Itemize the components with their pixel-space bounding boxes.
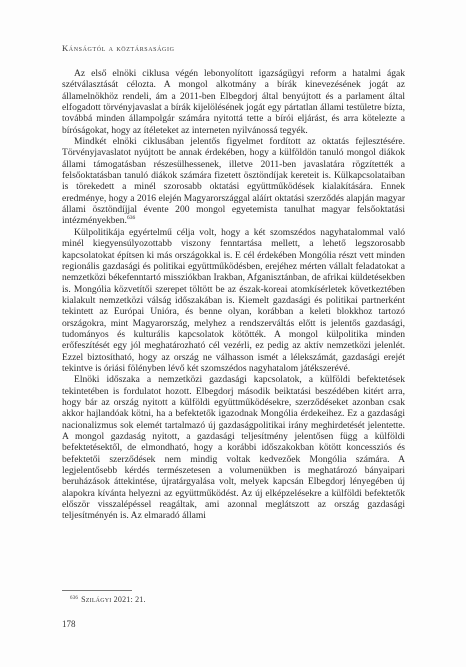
paragraph-economic-relations: Elnöki időszaka a nemzetközi gazdasági kapcsolatok, a külföldi befektetések tekintetében is fordulatot hozott. Elbegdorj második beiktatási beszédében kitért arra, hogy bár az ország nyitott a külföldi együttműködésekre, szerződéseket azonban csak akkor hajlandóak kötni, ha a befektetők igazodnak Mongólia érdekeihez. Ez a gazdasági nacionalizmus sok elemét tartalmazó új gazdaságpolitikai irány meghirdetését jelentette. A mongol gazdaság nyitott, a gazdasági teljesítmény jelentősen függ a külföldi befektetésektől, de elmondható, hogy a korábbi időszakokban kötött koncessziós és befektetői szerződések nem mindig voltak kedvezőek Mongólia számára. A legjelentősebb kérdés természetesen a volumenükben is meghatározó bányaipari beruházások áttekintése, újratárgyalása volt, melyek kapcsán Elbegdorj lényegében új alapokra kívánta helyezni az együttműködést. Az új elképzelésekre a külföldi befektetők először visszalépéssel reagáltak, ami azonnal meglátszott az ország gazdasági teljesítményén is. Az elmaradó állami	[62, 374, 405, 522]
footnote-author: Szilágyi	[81, 595, 112, 604]
paragraph-judicial-reform: Az első elnöki ciklusa végén lebonyolított igazságügyi reform a hatalmi ágak szétválasztását célozta. A mongol alkotmány a bírák kinevezésének jogát az államelnökhöz rendeli, ám a 2011-ben Elbegdorj által benyújtott és a parlament által elfogadott törvényjavaslat a bírák kijelölésének jogát egy pártatlan állami testületre bízta, továbbá minden állampolgár számára nyitottá tette a bírói eljárást, és arra kötelezte a bíróságokat, hogy az ítéleteket az interneten nyilvánossá tegyék.	[62, 68, 405, 136]
footnote-reference: 636	[126, 215, 136, 222]
footnote-citation: 2021: 21.	[111, 595, 146, 604]
footnote-number: 636	[70, 596, 79, 601]
body-text	[62, 68, 405, 522]
footnote	[70, 595, 146, 604]
paragraph-education	[62, 136, 405, 227]
paragraph-education-text: Mindkét elnöki ciklusában jelentős figyelmet fordított az oktatás fejlesztésére. Törvényjavaslatot nyújtott be annak érdekében, hogy a külföldön tanuló mongol diákok állami támogatásban részesülhessenek, illetve 2011-ben javaslatára rögzítették a felsőoktatásban tanuló diákok számára fizetett ösztöndíjak kereteit is. Külkapcsolataiban is törekedett a minél szorosabb oktatási együttműködések kialakítására. Ennek eredménye, hogy a 2016 elején Magyarországgal aláírt oktatási szerződés alapján magyar állami ösztöndíjjal évente 200 mongol egyetemista tanulhat magyar felsőoktatási intézményekben.	[62, 136, 405, 227]
paragraph-foreign-policy: Külpolitikája egyértelmű célja volt, hogy a két szomszédos nagyhatalommal való minél kiegyensúlyozottabb viszony fenntartása mellett, a lehető legszorosabb kapcsolatokat építsen ki más országokkal is. E cél érdekében Mongólia részt vett minden regionális gazdasági és politikai együttműködésben, erejéhez mérten vállalt feladatokat a nemzetközi békefenntartó missziókban Irakban, Afganisztánban, de afrikai küldetésekben is. Mongólia közvetítői szerepet töltött be az észak-koreai atomkísérletek következtében kialakult nemzetközi válság időszakában is. Kiemelt gazdasági és politikai partnerként tekintett az Európai Unióra, és benne olyan, korábban a keleti blokkhoz tartozó országokra, mint Magyarország, melyhez a rendszerváltás előtt is jelentős gazdasági, tudományos és kulturális kapcsolatok kötötték. A mongol külpolitika minden erőfeszítését egy jól meghatározható cél vezérli, ez pedig az aktív nemzetközi jelenlét. Ezzel biztosítható, hogy az ország ne válhasson ismét a lélekszámát, gazdasági erejét tekintve is óriási fölényben lévő két szomszédos nagyhatalom játékszerévé.	[62, 226, 405, 374]
running-head: Kánságtól a köztársaságig	[62, 43, 175, 53]
footnote-divider	[62, 590, 132, 591]
page-number: 178	[62, 619, 76, 629]
